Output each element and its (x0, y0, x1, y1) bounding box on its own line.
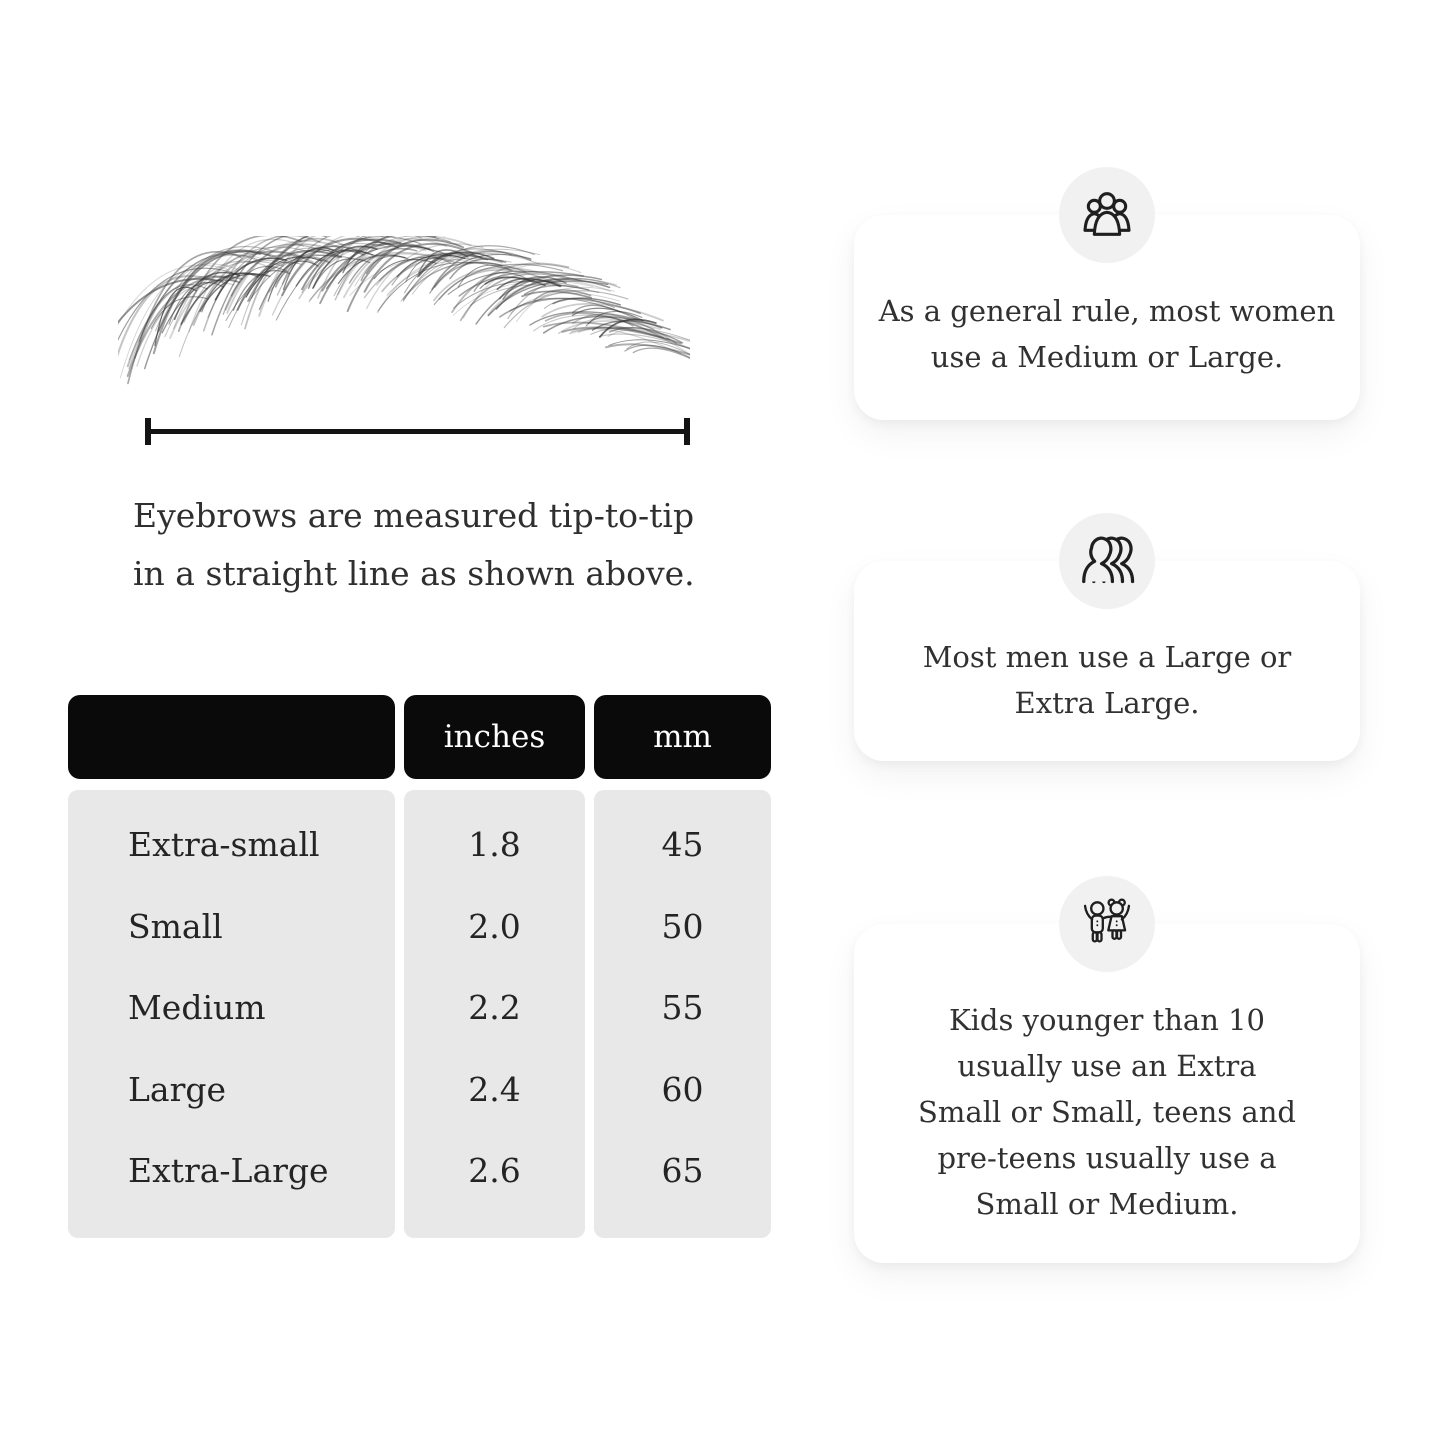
card-text-line: Small or Medium. (975, 1187, 1239, 1221)
mm-value-cell: 45 (661, 825, 704, 865)
table-row (68, 1130, 771, 1212)
size-name-cell: Small (128, 906, 223, 946)
size-name-cell: Extra-small (128, 825, 320, 865)
info-card-men (854, 561, 1360, 761)
info-card-kids (854, 924, 1360, 1263)
mm-column-header: mm (594, 695, 771, 779)
inches-value-cell: 2.4 (468, 1069, 521, 1109)
men-group-icon (1076, 531, 1138, 591)
inches-column-header: inches (404, 695, 585, 779)
mm-value-cell: 60 (661, 1069, 704, 1109)
caption-line-2: in a straight line as shown above. (133, 554, 695, 593)
card-text-line: Extra Large. (1014, 686, 1200, 720)
card-text-line: As a general rule, most women (878, 294, 1336, 328)
info-card-women (854, 215, 1360, 420)
mm-value-cell: 65 (661, 1151, 704, 1191)
card-text-line: Small or Small, teens and (918, 1095, 1296, 1129)
icon-circle (1059, 167, 1155, 263)
size-table-rows (68, 790, 771, 1238)
icon-circle (1059, 513, 1155, 609)
icon-circle (1059, 876, 1155, 972)
measurement-line (147, 429, 688, 434)
card-text-line: pre-teens usually use a (937, 1141, 1277, 1175)
table-row (68, 886, 771, 968)
eyebrow-illustration (118, 236, 690, 398)
size-name-cell: Extra-Large (128, 1151, 329, 1191)
table-row (68, 1049, 771, 1131)
mm-value-cell: 50 (661, 906, 704, 946)
size-table-header (68, 695, 771, 779)
measurement-caption (133, 487, 733, 603)
inches-value-cell: 2.2 (468, 988, 521, 1028)
card-text-line: Most men use a Large or (922, 640, 1292, 674)
mm-value-cell: 55 (661, 988, 704, 1028)
measurement-line-left-cap (145, 418, 151, 445)
inches-value-cell: 1.8 (468, 825, 521, 865)
table-row (68, 804, 771, 886)
card-text-line: Kids younger than 10 (948, 1003, 1266, 1037)
inches-value-cell: 2.6 (468, 1151, 521, 1191)
kids-icon (1076, 896, 1138, 952)
size-column-header (68, 695, 395, 779)
table-row (68, 967, 771, 1049)
inches-value-cell: 2.0 (468, 906, 521, 946)
size-name-cell: Large (128, 1069, 227, 1109)
women-group-icon (1077, 186, 1137, 244)
size-table (68, 695, 771, 1238)
card-text-line: usually use an Extra (957, 1049, 1257, 1083)
card-text-line: use a Medium or Large. (930, 340, 1284, 374)
size-name-cell: Medium (128, 988, 266, 1028)
caption-line-1: Eyebrows are measured tip-to-tip (133, 496, 695, 535)
measurement-line-right-cap (684, 418, 690, 445)
